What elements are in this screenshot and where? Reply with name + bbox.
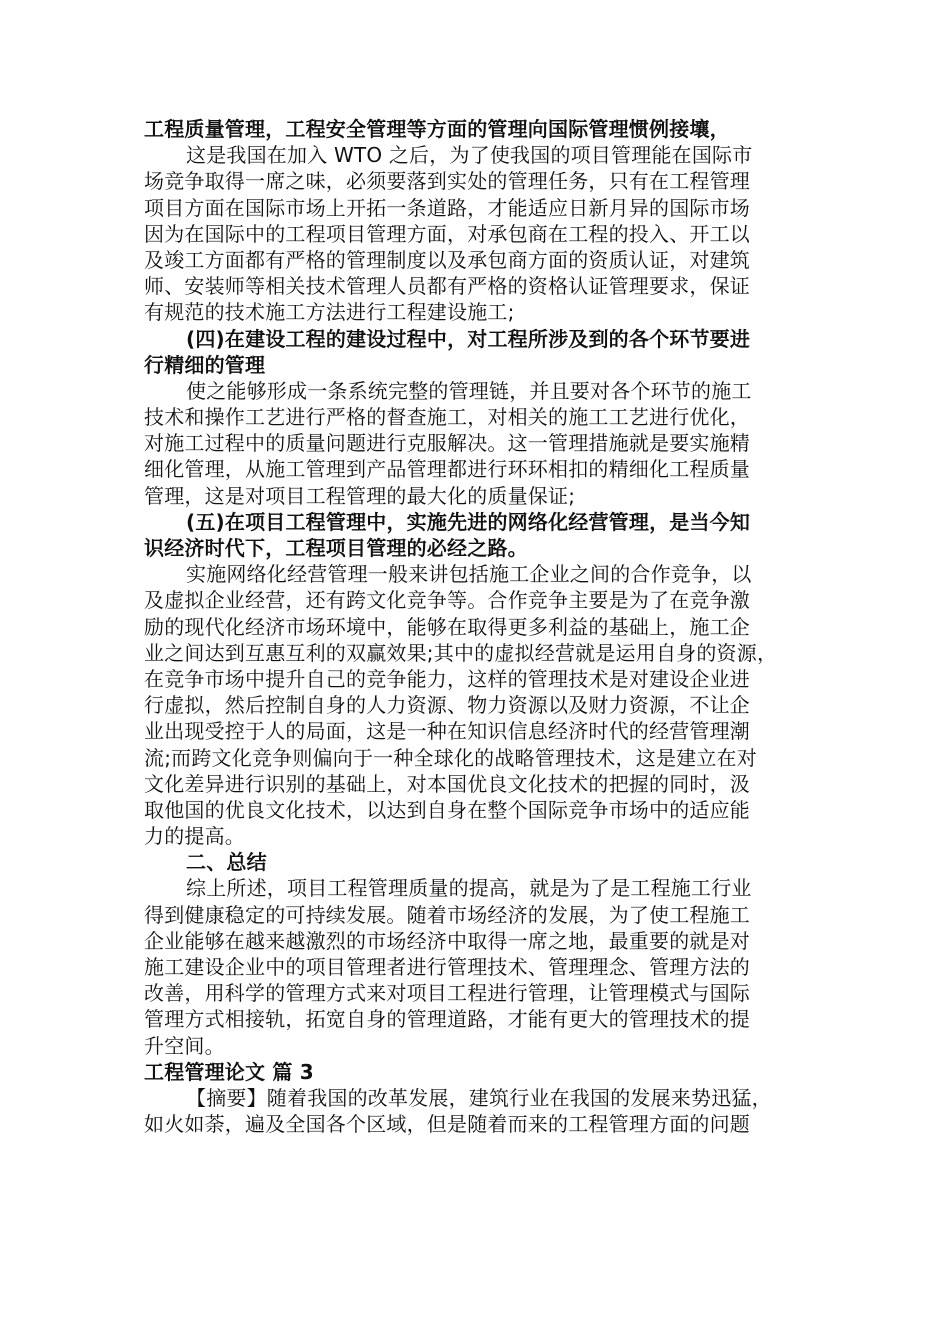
paragraph-line: 业之间达到互惠互利的双赢效果;其中的虚拟经营就是运用自身的资源， — [144, 640, 778, 665]
paragraph-line: 在竞争市场中提升自己的竞争能力，这样的管理技术是对建设企业进 — [144, 666, 750, 691]
paragraph-line: 因为在国际中的工程项目管理方面，对承包商在工程的投入、开工以 — [144, 221, 750, 246]
paragraph-line: 项目方面在国际市场上开拓一条道路，才能适应日新月异的国际市场 — [144, 195, 750, 220]
heading-line: 识经济时代下，工程项目管理的必经之路。 — [144, 536, 528, 560]
heading-line: 工程质量管理，工程安全管理等方面的管理向国际管理惯例接壤， — [144, 117, 730, 141]
heading-line: 工程管理论文 篇 3 — [144, 1059, 314, 1084]
paragraph-line: 场竞争取得一席之味，必须要落到实处的管理任务，只有在工程管理 — [144, 169, 750, 194]
paragraph-line: 对施工过程中的质量问题进行克服解决。这一管理措施就是要实施精 — [144, 431, 750, 456]
paragraph-line: 力的提高。 — [144, 824, 245, 849]
paragraph-line: 升空间。 — [144, 1033, 225, 1058]
paragraph-line: 行虚拟，然后控制自身的人力资源、物力资源以及财力资源，不让企 — [144, 693, 750, 718]
paragraph-line: 如火如荼，遍及全国各个区域，但是随着而来的工程管理方面的问题 — [144, 1112, 750, 1137]
paragraph-line: 及虚拟企业经营，还有跨文化竞争等。合作竞争主要是为了在竞争激 — [144, 588, 750, 613]
document-page — [144, 116, 808, 1137]
paragraph-line: 师、安装师等相关技术管理人员都有严格的资格认证管理要求，保证 — [144, 274, 750, 299]
paragraph-line: 得到健康稳定的可持续发展。随着市场经济的发展，为了使工程施工 — [144, 902, 750, 927]
paragraph-line: 改善，用科学的管理方式来对项目工程进行管理，让管理模式与国际 — [144, 981, 750, 1006]
paragraph-line: 细化管理，从施工管理到产品管理都进行环环相扣的精细化工程质量 — [144, 457, 750, 482]
paragraph-line: 这是我国在加入 WTO 之后，为了使我国的项目管理能在国际市 — [186, 143, 753, 168]
paragraph-line: 技术和操作工艺进行严格的督查施工，对相关的施工工艺进行优化， — [144, 405, 750, 430]
paragraph-line: 使之能够形成一条系统完整的管理链，并且要对各个环节的施工 — [186, 378, 752, 403]
paragraph-line: 管理，这是对项目工程管理的最大化的质量保证; — [144, 483, 576, 508]
paragraph-line: 流;而跨文化竞争则偏向于一种全球化的战略管理技术，这是建立在对 — [144, 745, 757, 770]
paragraph-line: 有规范的技术施工方法进行工程建设施工; — [144, 300, 515, 325]
paragraph-line: 实施网络化经营管理一般来讲包括施工企业之间的合作竞争，以 — [186, 562, 752, 587]
heading-line: (四)在建设工程的建设过程中，对工程所涉及到的各个环节要进 — [186, 326, 751, 351]
paragraph-line: 管理方式相接轨，拓宽自身的管理道路，才能有更大的管理技术的提 — [144, 1007, 750, 1032]
paragraph-line: 业出现受控于人的局面，这是一种在知识信息经济时代的经营管理潮 — [144, 719, 750, 744]
paragraph-line: 企业能够在越来越激烈的市场经济中取得一席之地，最重要的就是对 — [144, 928, 750, 953]
paragraph-line: 【摘要】随着我国的改革发展，建筑行业在我国的发展来势迅猛， — [186, 1085, 772, 1110]
heading-line: 行精细的管理 — [144, 352, 266, 377]
paragraph-line: 励的现代化经济市场环境中，能够在取得更多利益的基础上，施工企 — [144, 614, 750, 639]
paragraph-line: 综上所述，项目工程管理质量的提高，就是为了是工程施工行业 — [186, 876, 752, 901]
paragraph-line: 施工建设企业中的项目管理者进行管理技术、管理理念、管理方法的 — [144, 955, 750, 979]
paragraph-line: 及竣工方面都有严格的管理制度以及承包商方面的资质认证，对建筑 — [144, 247, 750, 272]
paragraph-line: 取他国的优良文化技术，以达到自身在整个国际竞争市场中的适应能 — [144, 797, 750, 822]
heading-line: (五)在项目工程管理中，实施先进的网络化经营管理，是当今知 — [186, 509, 751, 534]
paragraph-line: 文化差异进行识别的基础上，对本国优良文化技术的把握的同时，汲 — [144, 771, 750, 796]
heading-line: 二、总结 — [186, 850, 267, 875]
